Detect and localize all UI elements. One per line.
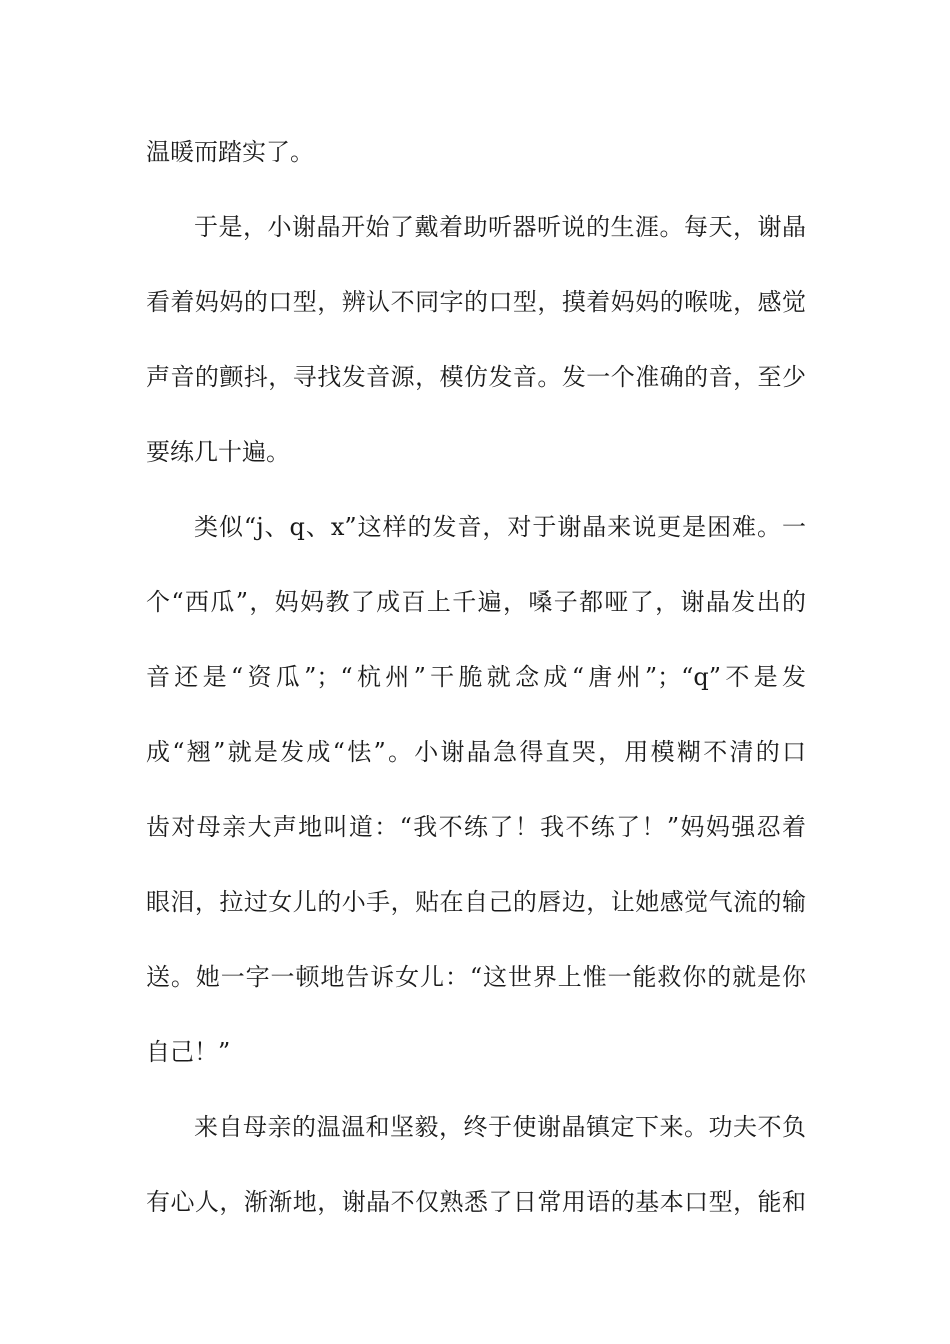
paragraph-3-line-2: 个“西瓜”，妈妈教了成百上千遍，嗓子都哑了，谢晶发出的 bbox=[146, 588, 806, 616]
paragraph-3-line-3: 音还是“资瓜”；“杭州”干脆就念成“唐州”；“q”不是发 bbox=[146, 663, 806, 691]
paragraph-2-line-4: 要练几十遍。 bbox=[146, 438, 290, 466]
paragraph-3-line-8: 自己！” bbox=[146, 1038, 231, 1066]
paragraph-3-line-1: 类似“j、q、x”这样的发音，对于谢晶来说更是困难。一 bbox=[194, 513, 806, 541]
paragraph-3-line-4: 成“翘”就是发成“怯”。小谢晶急得直哭，用模糊不清的口 bbox=[146, 738, 806, 766]
text-line-1: 温暖而踏实了。 bbox=[146, 138, 314, 166]
paragraph-3-line-7: 送。她一字一顿地告诉女儿：“这世界上惟一能救你的就是你 bbox=[146, 963, 806, 991]
paragraph-2-line-2: 看着妈妈的口型，辨认不同字的口型，摸着妈妈的喉咙，感觉 bbox=[146, 288, 806, 316]
paragraph-2-line-3: 声音的颤抖，寻找发音源，模仿发音。发一个准确的音，至少 bbox=[146, 363, 806, 391]
paragraph-3-line-5: 齿对母亲大声地叫道：“我不练了！我不练了！”妈妈强忍着 bbox=[146, 813, 806, 841]
paragraph-2-line-1: 于是，小谢晶开始了戴着助听器听说的生涯。每天，谢晶 bbox=[194, 213, 806, 241]
paragraph-4-line-2: 有心人，渐渐地，谢晶不仅熟悉了日常用语的基本口型，能和 bbox=[146, 1188, 806, 1216]
paragraph-4-line-1: 来自母亲的温温和坚毅，终于使谢晶镇定下来。功夫不负 bbox=[194, 1113, 806, 1141]
paragraph-3-line-6: 眼泪，拉过女儿的小手，贴在自己的唇边，让她感觉气流的输 bbox=[146, 888, 806, 916]
